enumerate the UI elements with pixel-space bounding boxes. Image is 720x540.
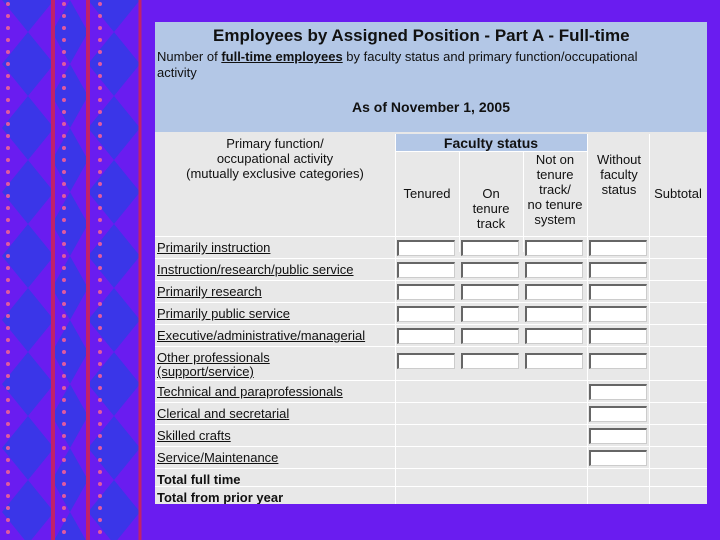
border-dot — [62, 506, 66, 510]
border-dot — [6, 338, 10, 342]
without-1: Without — [596, 152, 642, 167]
border-dot — [62, 230, 66, 234]
border-dot — [98, 434, 102, 438]
border-dot — [98, 398, 102, 402]
border-dot — [6, 194, 10, 198]
count-input[interactable] — [589, 328, 647, 344]
count-input[interactable] — [397, 306, 455, 322]
border-dot — [98, 494, 102, 498]
border-dot — [62, 290, 66, 294]
border-dot — [62, 62, 66, 66]
border-dot — [62, 374, 66, 378]
table-row — [155, 380, 707, 402]
border-dot — [98, 350, 102, 354]
border-dot — [98, 110, 102, 114]
count-input[interactable] — [461, 284, 519, 300]
without-3: status — [601, 182, 637, 197]
form-title: Employees by Assigned Position - Part A - Full-time — [213, 26, 630, 45]
table-row — [155, 486, 707, 504]
border-dot — [62, 146, 66, 150]
border-dot — [98, 86, 102, 90]
border-dot — [62, 326, 66, 330]
border-dot — [98, 302, 102, 306]
border-dot — [98, 218, 102, 222]
not-on-1: Not on — [535, 152, 575, 167]
border-dot — [6, 62, 10, 66]
border-dot — [6, 134, 10, 138]
count-input[interactable] — [589, 262, 647, 278]
not-on-5: system — [534, 212, 576, 227]
table-row — [155, 402, 707, 424]
border-dot — [6, 230, 10, 234]
row-label[interactable]: Other professionals — [157, 350, 270, 365]
border-dot — [98, 26, 102, 30]
border-dot — [62, 14, 66, 18]
border-dot — [6, 422, 10, 426]
count-input[interactable] — [397, 353, 455, 369]
not-on-3: track/ — [539, 182, 571, 197]
border-dot — [62, 482, 66, 486]
border-dot — [6, 458, 10, 462]
table-row — [155, 280, 707, 302]
border-dot — [6, 86, 10, 90]
border-dot — [62, 254, 66, 258]
border-dot — [6, 38, 10, 42]
border-dot — [6, 374, 10, 378]
count-input[interactable] — [461, 306, 519, 322]
row-label[interactable]: Skilled crafts — [157, 428, 231, 443]
border-dot — [62, 302, 66, 306]
decorative-border — [0, 0, 145, 540]
border-dot — [6, 218, 10, 222]
border-dot — [6, 266, 10, 270]
primary-line2: occupational activity — [216, 151, 334, 166]
table-row — [155, 302, 707, 324]
border-dot — [6, 242, 10, 246]
border-dot — [62, 518, 66, 522]
border-dot — [6, 110, 10, 114]
border-dot — [62, 98, 66, 102]
count-input[interactable] — [397, 262, 455, 278]
row-label[interactable]: Primarily public service — [157, 306, 290, 321]
count-input[interactable] — [397, 284, 455, 300]
border-dot — [98, 194, 102, 198]
border-dot — [6, 158, 10, 162]
count-input[interactable] — [589, 353, 647, 369]
border-dot — [98, 422, 102, 426]
count-input[interactable] — [589, 450, 647, 466]
border-dot — [98, 206, 102, 210]
border-dot — [6, 14, 10, 18]
border-dot — [6, 362, 10, 366]
on-tenure-2: tenure — [472, 201, 510, 216]
border-dot — [98, 470, 102, 474]
border-dot — [98, 146, 102, 150]
border-dot — [62, 194, 66, 198]
table-row — [155, 346, 707, 380]
count-input[interactable] — [589, 428, 647, 444]
border-dot — [98, 362, 102, 366]
border-dot — [98, 134, 102, 138]
border-dot — [62, 170, 66, 174]
row-label: Total full time — [157, 472, 241, 487]
border-dot — [62, 122, 66, 126]
border-dot — [98, 158, 102, 162]
on-tenure-1: On — [482, 186, 500, 201]
border-dot — [6, 170, 10, 174]
row-label[interactable]: Primarily instruction — [157, 240, 271, 255]
border-dot — [6, 482, 10, 486]
border-dot — [6, 206, 10, 210]
border-dot — [98, 254, 102, 258]
border-dot — [6, 470, 10, 474]
row-label[interactable]: Service/Maintenance — [157, 450, 279, 465]
border-dot — [6, 350, 10, 354]
border-dot — [62, 158, 66, 162]
border-dot — [62, 86, 66, 90]
table-row — [155, 468, 707, 486]
border-dot — [62, 350, 66, 354]
border-dot — [6, 494, 10, 498]
row-label-line2[interactable]: (support/service) — [157, 364, 254, 379]
desc-post: by faculty status and primary function/occupational — [342, 49, 638, 64]
border-dot — [98, 266, 102, 270]
border-dot — [98, 458, 102, 462]
border-dot — [6, 530, 10, 534]
border-dot — [98, 530, 102, 534]
border-dot — [62, 134, 66, 138]
border-dot — [98, 446, 102, 450]
count-input[interactable] — [525, 353, 583, 369]
border-dot — [62, 50, 66, 54]
border-dot — [98, 518, 102, 522]
row-label[interactable]: Executive/administrative/managerial — [157, 328, 366, 343]
border-dot — [62, 278, 66, 282]
border-dot — [6, 386, 10, 390]
row-label[interactable]: Instruction/research/public service — [157, 262, 354, 277]
border-dot — [6, 446, 10, 450]
border-dot — [6, 74, 10, 78]
border-dot — [62, 110, 66, 114]
table-row — [155, 324, 707, 346]
border-dot — [62, 434, 66, 438]
border-dot — [98, 170, 102, 174]
row-label[interactable]: Clerical and secretarial — [157, 406, 290, 421]
border-dot — [62, 362, 66, 366]
employees-form-panel — [155, 22, 707, 504]
border-dot — [62, 494, 66, 498]
form-description — [157, 49, 707, 81]
row-label[interactable]: Primarily research — [157, 284, 262, 299]
border-dot — [62, 38, 66, 42]
table-row — [155, 446, 707, 468]
border-dot — [98, 278, 102, 282]
desc-pre: Number of — [157, 49, 222, 64]
count-input[interactable] — [461, 353, 519, 369]
border-dot — [98, 482, 102, 486]
border-dot — [6, 2, 10, 6]
border-dot — [62, 470, 66, 474]
table-row — [155, 424, 707, 446]
border-dot — [6, 122, 10, 126]
border-dot — [98, 326, 102, 330]
border-dot — [62, 338, 66, 342]
border-dot — [98, 242, 102, 246]
border-dot — [62, 314, 66, 318]
border-dot — [6, 434, 10, 438]
border-dot — [62, 410, 66, 414]
border-dot — [6, 146, 10, 150]
border-dot — [62, 26, 66, 30]
border-dot — [98, 74, 102, 78]
border-dot — [6, 182, 10, 186]
border-dot — [6, 50, 10, 54]
primary-line3: (mutually exclusive categories) — [186, 166, 364, 181]
border-dot — [62, 266, 66, 270]
count-input[interactable] — [461, 240, 519, 256]
border-dot — [98, 62, 102, 66]
count-input[interactable] — [525, 284, 583, 300]
table-row — [155, 258, 707, 280]
on-tenure-track-header — [459, 186, 523, 231]
count-input[interactable] — [589, 406, 647, 422]
border-dot — [6, 302, 10, 306]
border-dot — [6, 410, 10, 414]
border-dot — [6, 326, 10, 330]
count-input[interactable] — [589, 384, 647, 400]
count-input[interactable] — [589, 306, 647, 322]
border-dot — [62, 386, 66, 390]
count-input[interactable] — [525, 240, 583, 256]
border-dot — [6, 518, 10, 522]
not-on-4: no tenure — [527, 197, 583, 212]
faculty-status-header: Faculty status — [395, 134, 587, 152]
border-dot — [62, 398, 66, 402]
not-on-2: tenure — [536, 167, 574, 182]
border-dot — [98, 506, 102, 510]
border-dot — [6, 98, 10, 102]
border-dot — [62, 530, 66, 534]
without-2: faculty — [600, 167, 638, 182]
tenured-header: Tenured — [403, 186, 451, 201]
border-dot — [62, 206, 66, 210]
primary-line1: Primary function/ — [226, 136, 324, 151]
border-dot — [6, 398, 10, 402]
border-dot — [6, 314, 10, 318]
row-label: Total from prior year — [157, 490, 284, 504]
border-dot — [6, 506, 10, 510]
border-dot — [62, 2, 66, 6]
border-dot — [6, 26, 10, 30]
count-input[interactable] — [525, 306, 583, 322]
border-dot — [98, 182, 102, 186]
not-on-tenure-header — [523, 152, 587, 227]
border-dot — [98, 98, 102, 102]
count-input[interactable] — [589, 240, 647, 256]
border-dot — [98, 386, 102, 390]
border-dot — [62, 218, 66, 222]
border-dot — [98, 410, 102, 414]
count-input[interactable] — [589, 284, 647, 300]
count-input[interactable] — [525, 328, 583, 344]
border-dot — [62, 242, 66, 246]
border-dot — [98, 290, 102, 294]
border-dot — [62, 74, 66, 78]
as-of-date: As of November 1, 2005 — [352, 99, 510, 115]
border-dot — [62, 182, 66, 186]
count-input[interactable] — [461, 328, 519, 344]
table-row — [155, 236, 707, 258]
border-dot — [6, 254, 10, 258]
border-dot — [98, 314, 102, 318]
without-faculty-status-header — [587, 152, 651, 197]
border-dot — [98, 38, 102, 42]
desc-line2: activity — [157, 65, 197, 80]
count-input[interactable] — [461, 262, 519, 278]
primary-function-header — [155, 136, 395, 181]
subtotal-header: Subtotal — [654, 186, 702, 201]
border-dot — [98, 230, 102, 234]
on-tenure-3: track — [476, 216, 506, 231]
border-dot — [6, 290, 10, 294]
desc-bold: full-time employees — [221, 49, 343, 64]
border-dot — [98, 374, 102, 378]
border-dot — [98, 50, 102, 54]
count-input[interactable] — [525, 262, 583, 278]
count-input[interactable] — [397, 240, 455, 256]
border-dot — [62, 422, 66, 426]
border-dot — [98, 2, 102, 6]
border-dot — [62, 458, 66, 462]
border-dot — [62, 446, 66, 450]
border-dot — [98, 14, 102, 18]
form-header — [155, 22, 707, 132]
border-dot — [98, 338, 102, 342]
count-input[interactable] — [397, 328, 455, 344]
border-dot — [98, 122, 102, 126]
border-dot — [6, 278, 10, 282]
row-label[interactable]: Technical and paraprofessionals — [157, 384, 343, 399]
